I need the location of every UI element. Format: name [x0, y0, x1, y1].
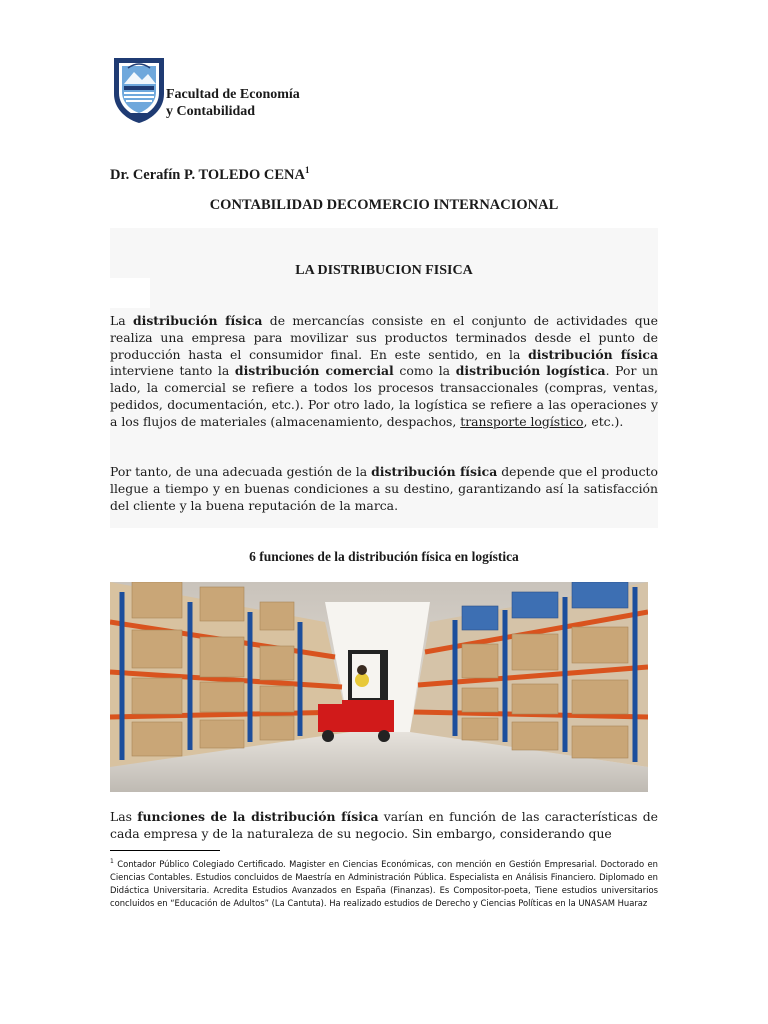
faculty-line-2: y Contabilidad [166, 104, 256, 119]
paragraph-3 [110, 809, 658, 843]
paragraph-2 [110, 464, 658, 514]
faculty-line-1: Facultad de Economía [166, 87, 300, 102]
bold-term: distribución física [132, 313, 263, 328]
bold-term: funciones de la distribución física [137, 809, 379, 824]
bold-term: distribución física [371, 464, 498, 479]
footnote-mark: 1 [110, 858, 114, 865]
author-name-text: Dr. Cerafín P. TOLEDO CENA [110, 166, 305, 183]
text-run: Por tanto, de una adecuada gestión de la [110, 464, 372, 479]
text-run: varían en función de las características de cada empresa y de la naturaleza de su negocio. Sin embargo, considerando que [110, 809, 658, 841]
text-run: depende que el producto llegue a tiempo y en buenas condiciones a su destino, garantizando así la satisfacción del cliente y la buena reputación de la marca. [110, 464, 658, 513]
author-footnote-mark: 1 [304, 165, 310, 175]
author-name [110, 165, 309, 184]
footnote-separator [110, 850, 220, 851]
text-run: . Por un lado, la comercial se refiere a todos los procesos transaccionales (compras, ventas, pedidos, documentación, etc.). Por otro lado, la logística se refiere a las operaciones y a los flujos de materiales (almacenamiento, despachos, [110, 363, 658, 429]
text-run: interviene tanto la [110, 363, 235, 379]
warehouse-forklift-photo [110, 582, 648, 792]
footnote-text: Contador Público Colegiado Certificado. Magister en Ciencias Económicas, con mención en Gestión Empresarial. Doctorado en Ciencias Contables. Estudios concluidos de Maestría en Administración Pública. Especialista en Análisis Financiero. Diplomado en Didáctica Universitaria. Acredita Estudios Avanzados en España (Finanzas). Es Compositor-poeta, Tiene estudios universitarios concluidos en “Educación de Adultos” (La Cantuta). Ha realizado estudios de Derecho y Ciencias Políticas en la UNASAM Huaraz [110, 858, 658, 908]
bold-term: distribución logística [455, 363, 606, 379]
section-title: LA DISTRIBUCION FISICA [295, 263, 473, 278]
paragraph-1 [110, 313, 658, 431]
shade-notch [110, 278, 150, 308]
bold-term: distribución física [528, 346, 658, 362]
transporte-logistico-link[interactable]: transporte logístico [460, 413, 584, 429]
university-crest-logo [112, 56, 166, 124]
text-run: , etc.). [583, 413, 624, 429]
text-run: La [110, 313, 133, 328]
text-run: Las [110, 809, 138, 824]
text-run: de mercancías consiste en el conjunto de actividades que realiza una empresa para movilizar sus productos terminados desde el punto de producción hasta el consumidor final. En este sentido, en la [110, 313, 658, 362]
course-title: CONTABILIDAD DECOMERCIO INTERNACIONAL [209, 197, 559, 213]
bold-term: distribución comercial [234, 363, 394, 379]
faculty-name [166, 86, 300, 120]
footnote [110, 855, 658, 910]
text-run: como la [393, 363, 456, 379]
subsection-title: 6 funciones de la distribución física en logística [249, 549, 519, 564]
